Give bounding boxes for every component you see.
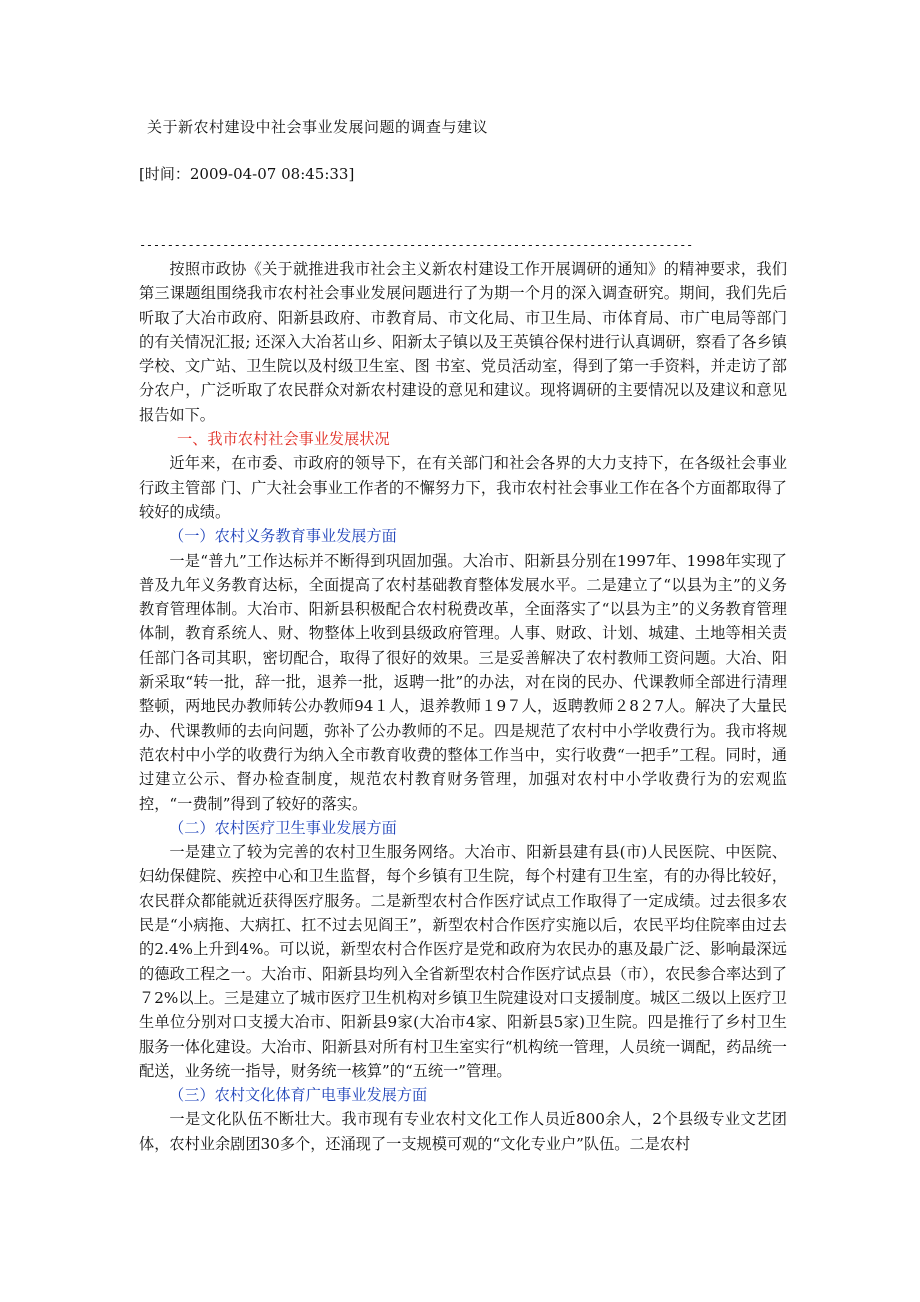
- subsection-heading-culture: （三）农村文化体育广电事业发展方面: [169, 1086, 428, 1105]
- subsection-heading-health: （二）农村医疗卫生事业发展方面: [169, 818, 397, 837]
- section-heading: 一、我市农村社会事业发展状况: [177, 430, 390, 449]
- divider-line: --------------------------------------------------------------------------------: [139, 238, 693, 252]
- intro-paragraph: 按照市政协《关于就推进我市社会主义新农村建设工作开展调研的通知》的精神要求，我们第三课题组围绕我市农村社会事业发展问题进行了为期一个月的深入调查研究。期间，我们先后听取了大冶市政府、阳新县政府、市教育局、市文化局、市卫生局、市体育局、市广电局等部门的有关情况汇报; 还深入大冶茗山乡、阳新太子镇以及王英镇谷保村进行认真调研，察看了各乡镇学校、文广站、卫生院以及村级卫生室、图 书室、党员活动室，得到了第一手资料，并走访了部分农户，广泛听取了农民群众对新农村建设的意见和建议。现将调研的主要情况以及建议和意见报告如下。: [139, 260, 787, 424]
- subsection-heading-education: （一）农村义务教育事业发展方面: [169, 527, 397, 546]
- document-body: [139, 257, 787, 1156]
- publish-time: [时间：2009-04-07 08:45:33]: [139, 165, 355, 183]
- paragraph: 一是建立了较为完善的农村卫生服务网络。大冶市、阳新县建有县(市)人民医院、中医院、妇幼保健院、疾控中心和卫生监督，每个乡镇有卫生院，每个村建有卫生室，有的办得比较好，农民群众都能就近获得医疗服务。二是新型农村合作医疗试点工作取得了一定成绩。过去很多农民是“小病拖、大病扛、扛不过去见阎王”，新型农村合作医疗实施以后，农民平均住院率由过去的2.4%上升到4%。可以说，新型农村合作医疗是党和政府为农民办的惠及最广泛、影响最深远的德政工程之一。大冶市、阳新县均列入全省新型农村合作医疗试点县（市），农民参合率达到了７2%以上。三是建立了城市医疗卫生机构对乡镇卫生院建设对口支援制度。城区二级以上医疗卫生单位分别对口支援大冶市、阳新县9家(大冶市4家、阳新县5家)卫生院。四是推行了乡村卫生服务一体化建设。大冶市、阳新县对所有村卫生室实行“机构统一管理，人员统一调配，药品统一配送，业务统一指导，财务统一核算”的“五统一”管理。: [139, 843, 787, 1080]
- paragraph: 近年来，在市委、市政府的领导下，在有关部门和社会各界的大力支持下，在各级社会事业行政主管部 门、广大社会事业工作者的不懈努力下，我市农村社会事业工作在各个方面都取得了较好的成绩。: [139, 454, 787, 521]
- paragraph: 一是文化队伍不断壮大。我市现有专业农村文化工作人员近800余人，2个县级专业文艺团体，农村业余剧团30多个，还涌现了一支规模可观的“文化专业户”队伍。二是农村: [139, 1110, 787, 1153]
- paragraph: 一是“普九”工作达标并不断得到巩固加强。大冶市、阳新县分别在1997年、1998年实现了普及九年义务教育达标，全面提高了农村基础教育整体发展水平。二是建立了“以县为主”的义务教育管理体制。大冶市、阳新县积极配合农村税费改革，全面落实了“以县为主”的义务教育管理体制，教育系统人、财、物整体上收到县级政府管理。人事、财政、计划、城建、土地等相关责任部门各司其职，密切配合，取得了很好的效果。三是妥善解决了农村教师工资问题。大冶、阳新采取“转一批，辞一批，退养一批，返聘一批”的办法，对在岗的民办、代课教师全部进行清理整顿，两地民办教师转公办教师94１人，退养教师１9７人，返聘教师２8２7人。解决了大量民办、代课教师的去向问题，弥补了公办教师的不足。四是规范了农村中小学收费行为。我市将规范农村中小学的收费行为纳入全市教育收费的整体工作当中，实行收费“一把手”工程。同时，通过建立公示、督办检查制度，规范农村教育财务管理，加强对农村中小学收费行为的宏观监控，“一费制”得到了较好的落实。: [139, 551, 787, 813]
- document-title: 关于新农村建设中社会事业发展问题的调查与建议: [147, 118, 489, 136]
